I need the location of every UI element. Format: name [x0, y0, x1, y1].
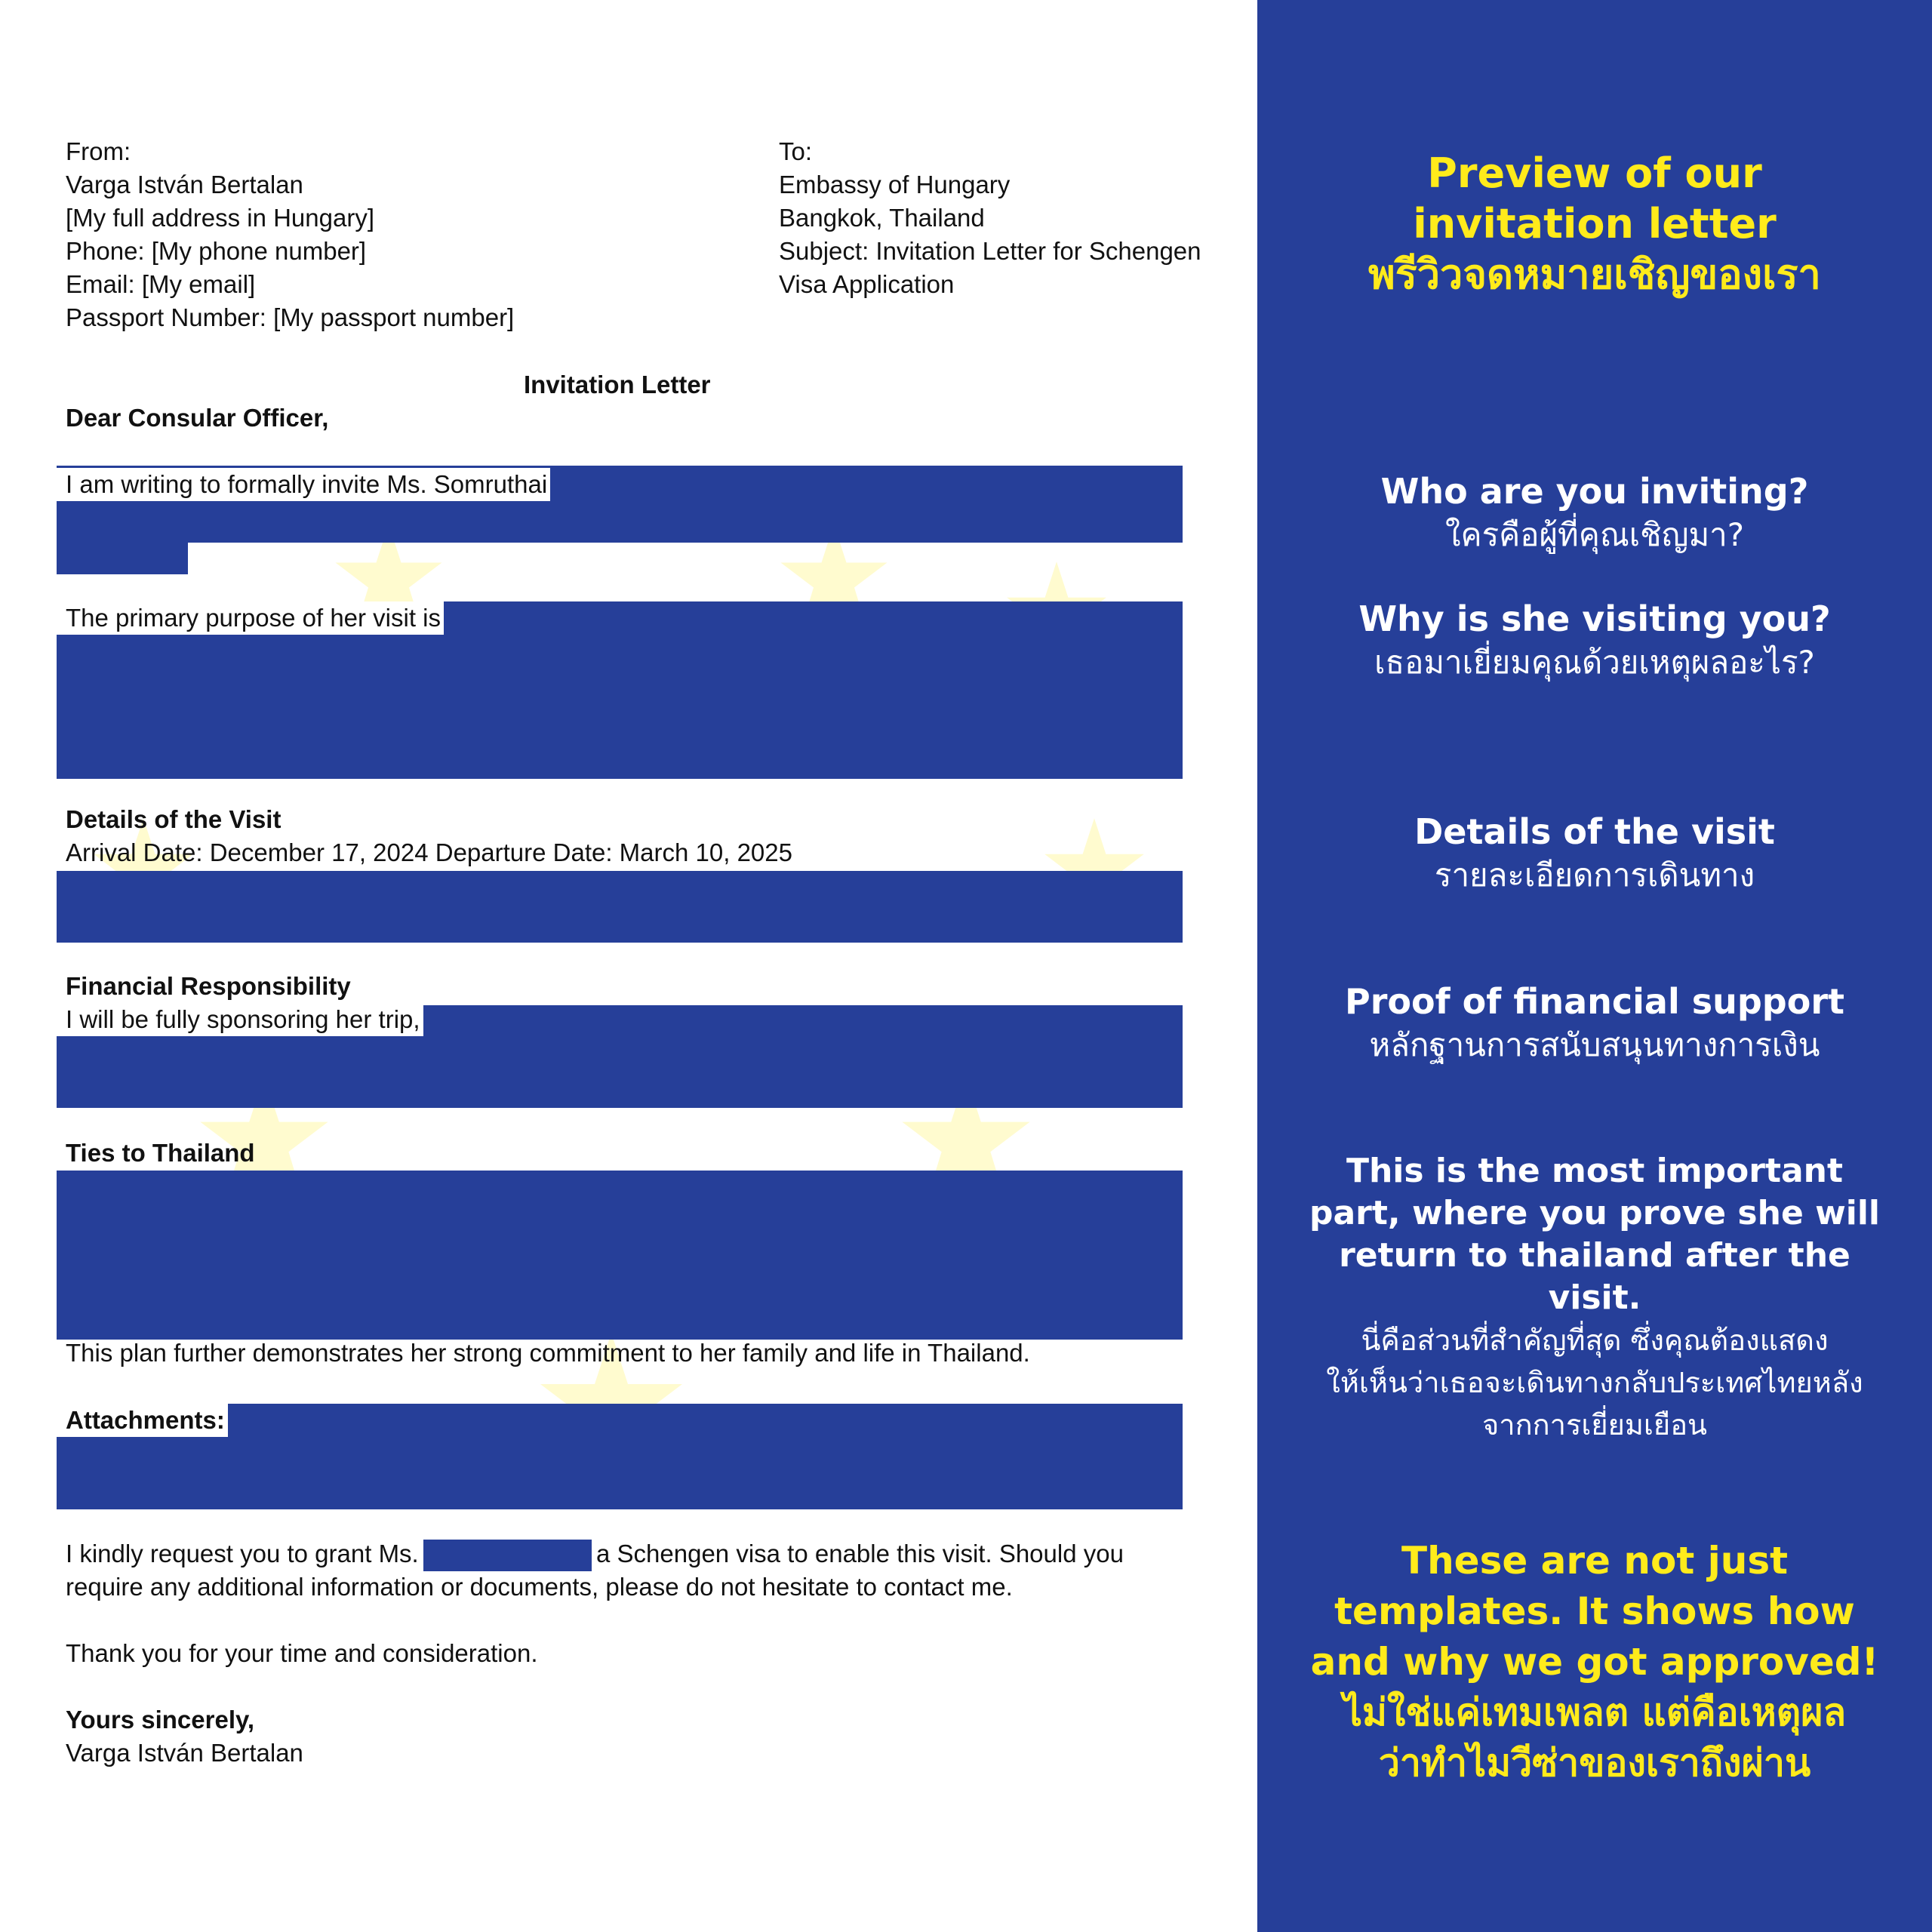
- redaction-block-ties: [57, 1171, 1183, 1340]
- explanation-panel: [1257, 0, 1932, 1932]
- thanks-text: Thank you for your time and consideration.: [66, 1639, 538, 1667]
- panel-section-invitee: [1280, 469, 1909, 557]
- details-note-th: รายละเอียดการเดินทาง: [1434, 857, 1755, 894]
- footer-th-line-1: ไม่ใช่แค่เทมเพลต แต่คือเหตุผล: [1343, 1690, 1847, 1734]
- to-recipient: Embassy of Hungary: [779, 171, 1011, 198]
- finance-note-en: Proof of financial support: [1344, 981, 1844, 1022]
- signature-name: Varga István Bertalan: [66, 1739, 303, 1767]
- finance-note-th: หลักฐานการสนับสนุนทางการเงิน: [1369, 1026, 1820, 1063]
- to-subject-line-1: Subject: Invitation Letter for Schengen: [779, 237, 1201, 265]
- visit-dates: Arrival Date: December 17, 2024 Departure Date: March 10, 2025: [66, 838, 792, 866]
- panel-section-ties: [1280, 1150, 1909, 1446]
- from-passport: Passport Number: [My passport number]: [66, 303, 515, 331]
- redaction-block-name: [423, 1540, 592, 1571]
- closing-text: Yours sincerely,: [66, 1706, 255, 1734]
- panel-section-purpose: [1280, 597, 1909, 685]
- salutation: Dear Consular Officer,: [66, 404, 329, 432]
- to-subject-line-2: Visa Application: [779, 270, 955, 298]
- purpose-question-en: Why is she visiting you?: [1358, 598, 1831, 639]
- ties-note-en-line-4: visit.: [1548, 1278, 1641, 1317]
- ties-note-en-line-2: part, where you prove she will: [1309, 1194, 1880, 1232]
- ties-note-th-line-1: นี่คือส่วนที่สำคัญที่สุด ซึ่งคุณต้องแสดง: [1361, 1324, 1829, 1357]
- letter-title: Invitation Letter: [524, 371, 711, 398]
- request-text-start: I kindly request you to grant Ms.: [66, 1540, 419, 1567]
- footer-en-line-2: templates. It shows how: [1334, 1589, 1855, 1633]
- redaction-block-inviter-tail: [57, 543, 188, 574]
- from-name: Varga István Bertalan: [66, 171, 303, 198]
- details-heading: Details of the Visit: [66, 805, 281, 833]
- to-city: Bangkok, Thailand: [779, 204, 985, 232]
- intro-text: I am writing to formally invite Ms. Somruthai: [57, 468, 550, 501]
- attachments-heading: Attachments:: [57, 1404, 228, 1437]
- panel-footer: [1280, 1536, 1909, 1789]
- panel-title: [1280, 148, 1909, 300]
- details-note-en: Details of the visit: [1414, 811, 1775, 852]
- panel-section-finance: [1280, 980, 1909, 1067]
- invitee-question-en: Who are you inviting?: [1380, 471, 1809, 512]
- footer-th-line-2: ว่าทำไมวีซ่าของเราถึงผ่าน: [1378, 1741, 1811, 1785]
- purpose-text: The primary purpose of her visit is: [57, 601, 444, 635]
- panel-title-en-line-1: Preview of our: [1427, 149, 1762, 197]
- footer-en-line-3: and why we got approved!: [1310, 1640, 1879, 1684]
- ties-note-en-line-3: return to thailand after the: [1339, 1236, 1850, 1275]
- panel-title-th: พรีวิวจดหมายเชิญของเรา: [1368, 251, 1821, 298]
- financial-text: I will be fully sponsoring her trip,: [57, 1003, 423, 1036]
- ties-note-en-line-1: This is the most important: [1346, 1152, 1844, 1190]
- ties-closing-text: This plan further demonstrates her strong commitment to her family and life in Thailand.: [66, 1339, 1030, 1367]
- from-address: [My full address in Hungary]: [66, 204, 375, 232]
- panel-section-details: [1280, 810, 1909, 897]
- ties-note-th-line-3: จากการเยี่ยมเยือน: [1482, 1408, 1707, 1441]
- purpose-question-th: เธอมาเยี่ยมคุณด้วยเหตุผลอะไร?: [1374, 644, 1815, 681]
- ties-note-th-line-2: ให้เห็นว่าเธอจะเดินทางกลับประเทศไทยหลัง: [1326, 1366, 1863, 1399]
- financial-heading: Financial Responsibility: [66, 972, 351, 1000]
- redaction-block-details: [57, 871, 1183, 943]
- ties-heading: Ties to Thailand: [66, 1139, 255, 1167]
- from-label: From:: [66, 137, 131, 165]
- request-text-line-2: require any additional information or documents, please do not hesitate to contact me.: [66, 1573, 1013, 1601]
- to-label: To:: [779, 137, 813, 165]
- panel-title-en-line-2: invitation letter: [1413, 200, 1777, 248]
- footer-en-line-1: These are not just: [1401, 1539, 1789, 1583]
- from-phone: Phone: [My phone number]: [66, 237, 367, 265]
- invitee-question-th: ใครคือผู้ที่คุณเชิญมา?: [1444, 516, 1745, 553]
- from-email: Email: [My email]: [66, 270, 256, 298]
- request-text-end: a Schengen visa to enable this visit. Should you: [596, 1540, 1124, 1567]
